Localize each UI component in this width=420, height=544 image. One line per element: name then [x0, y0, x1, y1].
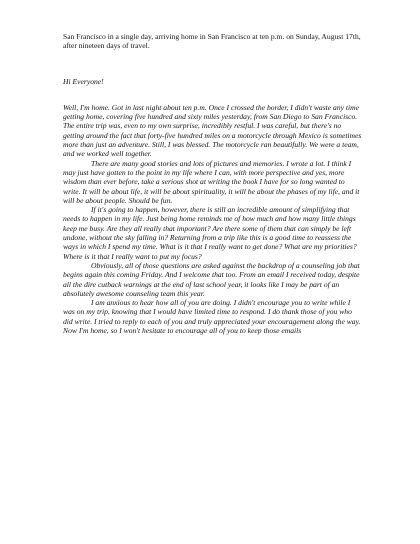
body-paragraph: There are many good stories and lots of pictures and memories. I wrote a lot. I think I may just have gotten to the point in my life where I can, with more perspective and yes, more wisdom than ever before, take a serious shot at writing the book I have for so long wanted to write. It will be about life, it will be about spirituality, it will be about the phases of my life, and it will be about people. Should be fun. — [63, 158, 360, 205]
body-paragraph: I am anxious to hear how all of you are doing. I didn't encourage you to write while I was on my trip, knowing that I would have limited time to respond. I do thank those of you who did write. I tried to reply to each of you and truly appreciated your encouragement along the way. Now I'm home, so I won't hesitate to encourage all of you to keep those emails — [63, 298, 361, 336]
document-page — [63, 0, 363, 335]
body-paragraph: If it's going to happen, however, there is still an incredible amount of simplifying that needs to happen in my life. Just being home reminds me of how much and how many little things keep me busy. Are they all really that important? Are there some of them that can simply be left undone, without the sky falling in? Returning from a trip like this is a good time to reassess the ways in which I spend my time. What is it that I really want to get done? What are my priorities? Where is it that I really want to put my focus? — [63, 205, 357, 261]
body-paragraph: Obviously, all of those questions are asked against the backdrop of a counseling job that begins again this coming Friday. And I welcome that too. From an email I received today, despite all the dire cutback warnings at the end of last school year, it looks like I may be part of an absolutely awesome counseling team this year. — [63, 260, 360, 298]
body-paragraph: Well, I'm home. Got in last night about ten p.m. Once I crossed the border, I didn't waste any time getting home, covering five hundred and sixty miles yesterday, from San Diego to San Francisco. The entire trip was, even to my own surprise, incredibly restful. I was careful, but there's no getting around the fact that forty-five hundred miles on a motorcycle through Mexico is sometimes more than just an adventure. Still, I was blessed. The motorcycle ran beautifully. We were a team, and we worked well together. — [63, 102, 362, 159]
greeting: Hi Everyone! — [63, 76, 104, 86]
letter-body — [63, 86, 363, 335]
intro-paragraph: San Francisco in a single day, arriving home in San Francisco at ten p.m. on Sunday, August 17th, after nineteen days of travel. — [63, 32, 361, 51]
